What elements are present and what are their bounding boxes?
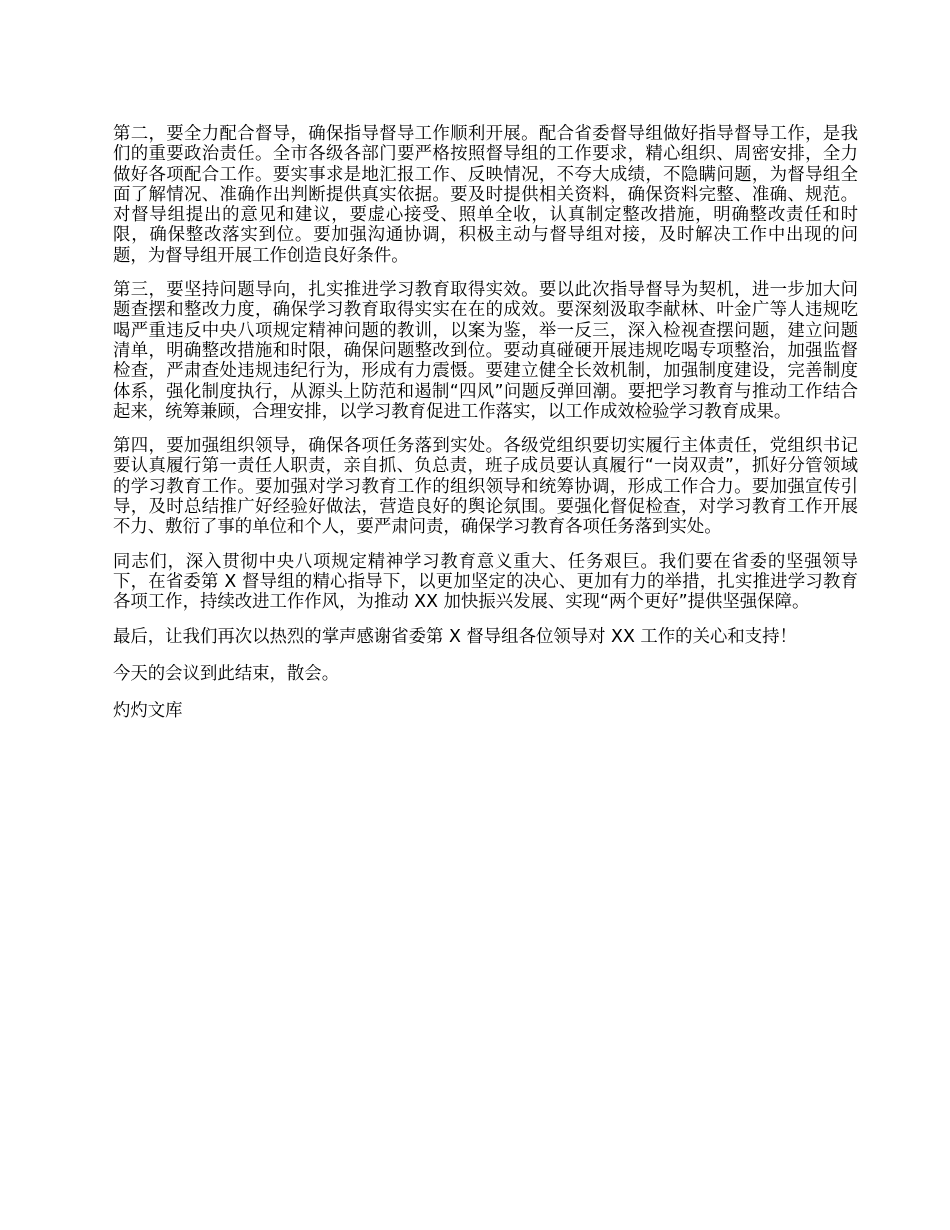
paragraph-fourth-point: 第四，要加强组织领导，确保各项任务落到实处。各级党组织要切实履行主体责任，党组织书记要认真履行第一责任人职责，亲自抓、负总责，班子成员要认真履行“一岗双责”，抓好分管领域的学习教育工作。要加强对学习教育工作的组织领导和统筹协调，形成工作合力。要加强宣传引导，及时总结推广好经验好做法，营造良好的舆论氛围。要强化督促检查，对学习教育工作开展不力、敷衍了事的单位和个人，要严肃问责，确保学习教育各项任务落到实处。 [113,436,858,538]
document-body [113,124,858,738]
paragraph-second-point: 第二，要全力配合督导，确保指导督导工作顺利开展。配合省委督导组做好指导督导工作，是我们的重要政治责任。全市各级各部门要严格按照督导组的工作要求，精心组织、周密安排，全力做好各项配合工作。要实事求是地汇报工作、反映情况，不夸大成绩，不隐瞒问题，为督导组全面了解情况、准确作出判断提供真实依据。要及时提供相关资料，确保资料完整、准确、规范。对督导组提出的意见和建议，要虚心接受、照单全收，认真制定整改措施，明确整改责任和时限，确保整改落实到位。要加强沟通协调，积极主动与督导组对接，及时解决工作中出现的问题，为督导组开展工作创造良好条件。 [113,124,858,266]
paragraph-thanks: 最后，让我们再次以热烈的掌声感谢省委第 X 督导组各位领导对 XX 工作的关心和支持！ [113,626,797,647]
source-label: 灼灼文库 [113,701,183,722]
paragraph-third-point: 第三，要坚持问题导向，扎实推进学习教育取得实效。要以此次指导督导为契机，进一步加大问题查摆和整改力度，确保学习教育取得实实在在的成效。要深刻汲取李献林、叶金广等人违规吃喝严重违反中央八项规定精神问题的教训，以案为鉴，举一反三，深入检视查摆问题，建立问题清单，明确整改措施和时限，确保问题整改到位。要动真碰硬开展违规吃喝专项整治，加强监督检查，严肃查处违规违纪行为，形成有力震慑。要建立健全长效机制，加强制度建设，完善制度体系，强化制度执行，从源头上防范和遏制“四风”问题反弹回潮。要把学习教育与推动工作结合起来，统筹兼顾，合理安排，以学习教育促进工作落实，以工作成效检验学习教育成果。 [113,280,858,422]
paragraph-comrades: 同志们，深入贯彻中央八项规定精神学习教育意义重大、任务艰巨。我们要在省委的坚强领导下，在省委第 X 督导组的精心指导下，以更加坚定的决心、更加有力的举措，扎实推进学习教育各项工作，持续改进工作作风，为推动 XX 加快振兴发展、实现“两个更好”提供坚强保障。 [113,551,858,613]
paragraph-closing: 今天的会议到此结束，散会。 [113,663,340,684]
